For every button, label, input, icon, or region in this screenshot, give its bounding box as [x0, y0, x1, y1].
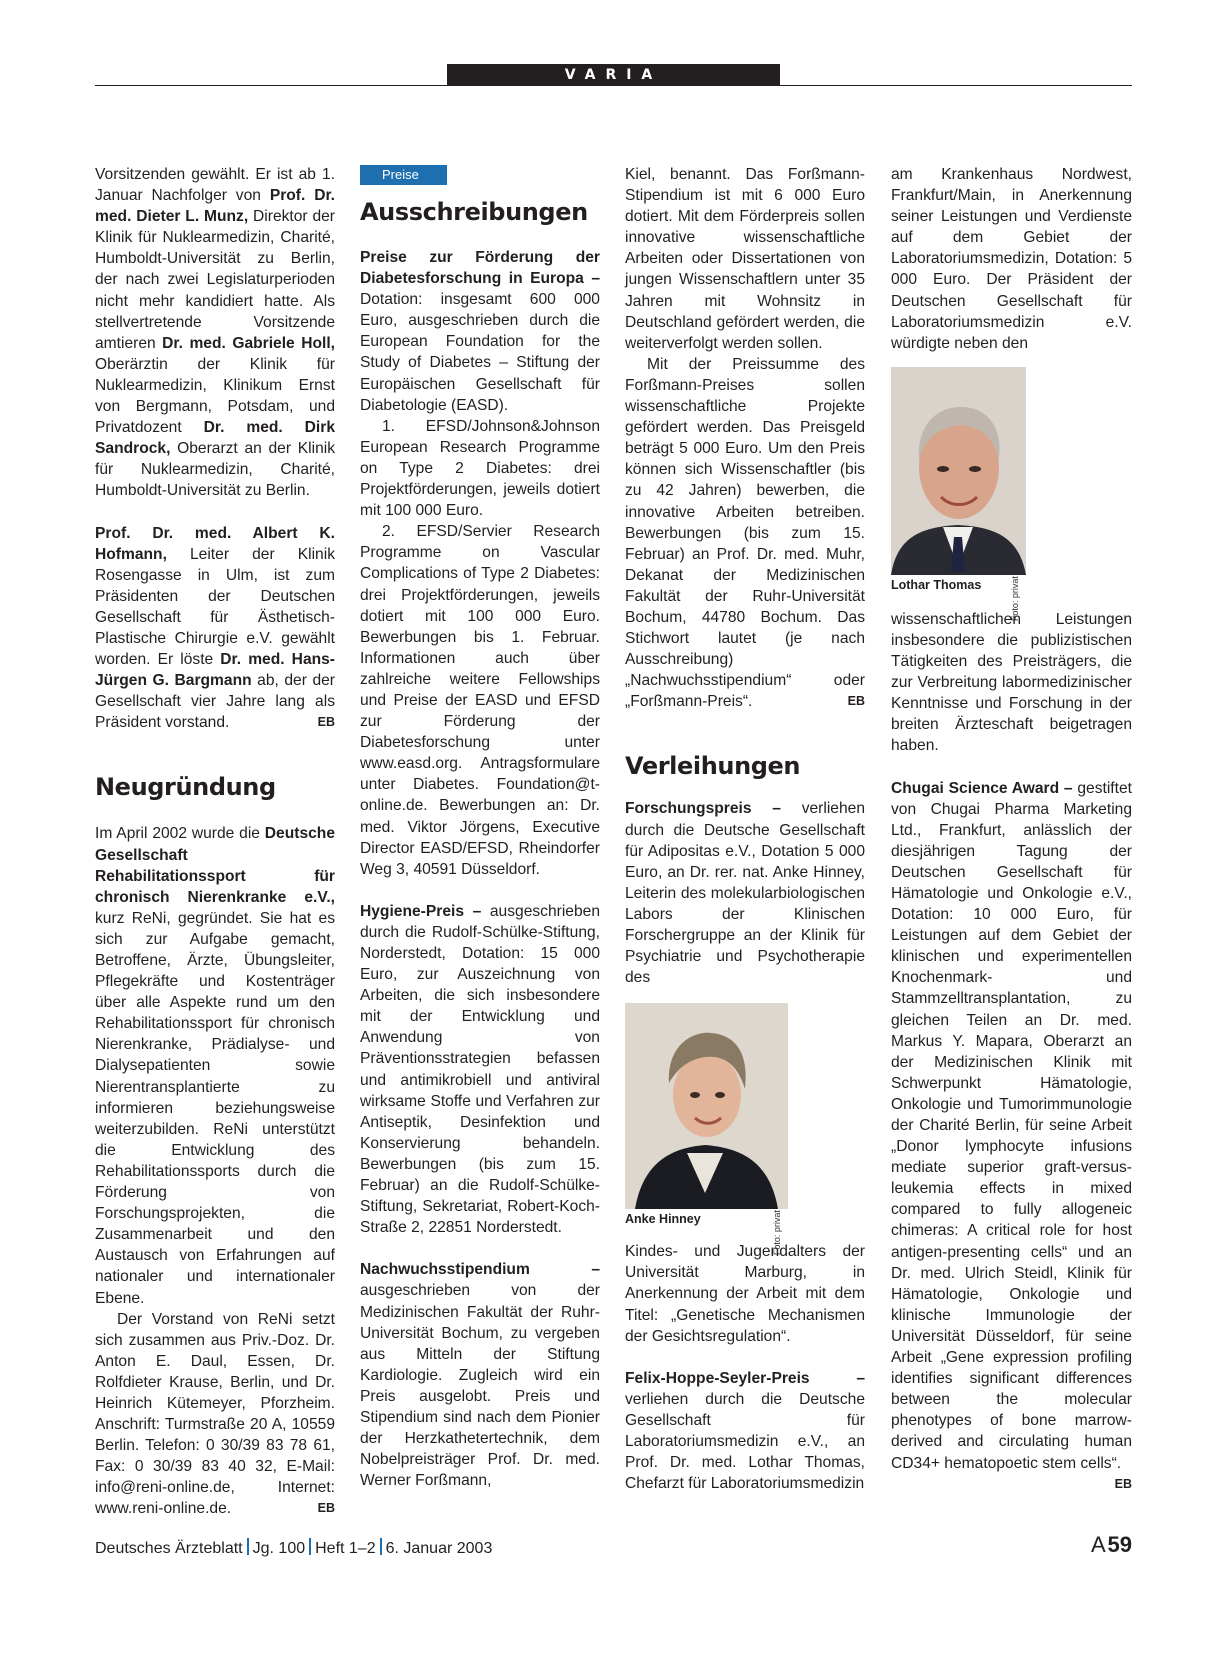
section-header: VARIA: [447, 64, 780, 86]
text: Oberärztin der Klinik für Nuklearmedizin, Klinikum Ernst von Bergmann, Potsdam, und Privatdozent: [95, 355, 335, 437]
name-bold: Deutsche Gesellschaft Rehabilitationssport für chronisch Nierenkranke e.V.,: [95, 825, 335, 906]
portrait-illustration: [625, 1003, 788, 1209]
section-heading-ausschreibungen: Ausschreibungen: [360, 198, 588, 226]
page-footer: [95, 1538, 492, 1558]
text: Direktor der Klinik für Nuklearmedizin, Charité, Humboldt-Universität zu Berlin, der nach zwei Legislaturperioden nicht mehr kandidiert hatte. Als stellvertretende Vorsitzende amtieren: [95, 208, 335, 352]
figure-lothar-thomas: [891, 367, 1132, 621]
column-1: [95, 164, 335, 1520]
author-signature: EB: [847, 694, 865, 709]
name-bold: Dr. med. Gabriele Holl,: [162, 334, 335, 352]
page-prefix: A: [1090, 1532, 1106, 1557]
name-bold: Dr. med. Dirk Sandrock,: [95, 419, 335, 458]
author-signature: EB: [317, 1501, 335, 1516]
separator: [309, 1538, 311, 1555]
header-rule: [95, 85, 1132, 86]
column-2: [360, 164, 600, 1491]
paragraph-hinney-award: Kindes- und Jugendalters der Universität Marburg, in Anerkennung der Arbeit mit dem Titel: „Genetische Mechanismen der Gesichtsregulation“.: [625, 1243, 865, 1345]
paragraph-forssmann-prize: [625, 354, 865, 713]
section-heading-neugruendung: Neugründung: [95, 773, 276, 802]
text: ausgeschrieben durch die Rudolf-Schülke-Stiftung, Norderstedt, Dotation: 15 000 Euro, zur Auszeichnung von Arbeiten, die sich insbesondere mit der Entwicklung und Anwendung von Präventionsstrategien befassen und antimikrobiell und antiviral wirksame Stoffe und Verfahren zur Antiseptik, Desinfektion und Konservierung behandeln. Bewerbungen (bis zum 15. Februar) an die Rudolf-Schülke-Stiftung, Sekretariat, Robert-Koch-Straße 2, 22851 Norderstedt.: [360, 902, 600, 1237]
photo-caption: Anke Hinney: [625, 1212, 701, 1227]
text: Im April 2002 wurde die: [95, 825, 265, 843]
paragraph-board-election: [95, 164, 335, 502]
text: gestiftet von Chugai Pharma Marketing Ltd., Frankfurt, anlässlich der diesjährigen Tagung der Deutschen Gesellschaft für Hämatologie und Onkologie e.V., Dotation: 10 000 Euro, für Leistungen auf dem Gebiet der klinischen und experimentellen Knochenmark- und Stammzelltransplantation, zu gleichen Teilen an Dr. med. Markus Y. Mapara, Oberarzt an der Medizinischen Klinik mit Schwerpunkt Hämatologie, Onkologie und Tumorimmunologie der Charité Berlin, für seine Arbeit „Donor lymphocyte infusions mediate superior graft-versus-leukemia effects in mixed compared to fully allogeneic chimeras: A critical role for host antigen-presenting cells“ und an Dr. med. Ulrich Steidl, Klinik für Hämatologie, Onkologie und klinische Immunologie der Universität Düsseldorf, für seine Arbeit „Gene expression profiling identifies significant differences between the molecular phenotypes of bone marrow-derived and circulating human CD34+ hematopoetic stem cells“.: [891, 779, 1132, 1472]
text: verliehen durch die Deutsche Gesellschaft für Adipositas e.V., Dotation 5 000 Euro, an Dr. rer. nat. Anke Hinney, Leiterin des molekularbiologischen Labors der Klinischen Forschergruppe an der Klinik für Psychiatrie und Psychotherapie des: [625, 800, 865, 987]
paragraph-reni-board: [95, 1309, 335, 1520]
paragraph-thomas-award: am Krankenhaus Nordwest, Frankfurt/Main, in Anerkennung seiner Leistungen und Verdienste auf dem Gebiet der Laboratoriumsmedizin, Dotation: 5 000 Euro. Der Präsident der Deutschen Gesellschaft für Laboratoriumsmedizin e.V. würdigte neben den: [891, 166, 1132, 352]
prize-name: Nachwuchsstipendium –: [360, 1261, 600, 1279]
separator: [380, 1538, 382, 1555]
column-4: [891, 164, 1132, 1495]
separator: [247, 1538, 249, 1555]
category-tag: Preise: [360, 165, 447, 185]
paragraph-hoppe-seyler: [625, 1368, 865, 1495]
name-bold: Prof. Dr. med. Dieter L. Munz,: [95, 187, 335, 226]
journal-issue: Heft 1–2: [315, 1540, 376, 1557]
portrait-illustration: [891, 367, 1026, 575]
text: Vorsitzenden gewählt. Er ist ab 1. Januar Nachfolger von: [95, 166, 335, 205]
name-bold: Prof. Dr. med. Albert K. Hofmann,: [95, 524, 335, 563]
text: Oberarzt an der Klinik für Nuklearmedizin, Charité, Humboldt-Universität zu Berlin.: [95, 440, 335, 500]
journal-name: Deutsches Ärzteblatt: [95, 1540, 243, 1557]
photo-credit: Foto: privat: [1009, 575, 1020, 621]
paragraph-efsd-1: 1. EFSD/Johnson&Johnson European Research Programme on Type 2 Diabetes: drei Projektförderungen, jeweils dotiert mit 100 000 Euro.: [360, 417, 600, 520]
column-3: [625, 164, 865, 1494]
name-bold: Dr. med. Hans-Jürgen G. Bargmann: [95, 651, 336, 690]
prize-name: Hygiene-Preis –: [360, 902, 482, 920]
paragraph-forschungspreis: [625, 798, 865, 988]
text: ab, der der Gesellschaft vier Jahre lang als Präsident vorstand.: [95, 672, 335, 732]
paragraph-hygiene-prize: [360, 901, 600, 1239]
photo-caption: Lothar Thomas: [891, 577, 982, 592]
journal-volume: Jg. 100: [252, 1540, 306, 1557]
text: verliehen durch die Deutsche Gesellschaft für Laboratoriumsmedizin e.V., an Prof. Dr. med. Lothar Thomas, Chefarzt für Laboratoriumsmedizin: [625, 1390, 865, 1493]
paragraph-diabetes-prize: [360, 247, 600, 416]
page-number: [1091, 1532, 1132, 1558]
paragraph-chugai-award: [891, 778, 1132, 1491]
author-signature: EB: [1114, 1476, 1132, 1491]
issue-date: 6. Januar 2003: [385, 1540, 493, 1557]
author-signature: EB: [317, 715, 335, 730]
text: Mit der Preissumme des Forßmann-Preises sollen wissenschaftliche Projekte gefördert werden. Das Preisgeld beträgt 5 000 Euro. Um den Preis können sich Wissenschaftler (bis zu 42 Jahren) bewerben, die innovative Arbeiten betreiben. Bewerbungen (bis zum 15. Februar) an Prof. Dr. med. Muhr, Dekanat der Medizinischen Fakultät der Ruhr-Universität Bochum, 44780 Bochum. Das Stichwort lautet (je nach Ausschreibung) „Nachwuchsstipendium“ oder „Forßmann-Preis“.: [625, 355, 865, 711]
paragraph-forssmann-stipend: Kiel, benannt. Das Forßmann-Stipendium ist mit 6 000 Euro dotiert. Mit dem Förderpreis sollen innovative wissenschaftliche Arbeiten oder Dissertationen von jungen Wissenschaftlern unter 35 Jahren mit Wohnsitz in Deutschland gefördert werden, die weiterverfolgt werden sollen.: [625, 166, 865, 352]
text: ausgeschrieben von der Medizinischen Fakultät der Ruhr-Universität Bochum, zu vergeben aus Mitteln der Stiftung Kardiologie. Zugleich wird ein Preis ausgelobt. Preis und Stipendium sind nach dem Pionier der Herzkathetertechnik, dem Nobelpreisträger Prof. Dr. med. Werner Forßmann,: [360, 1282, 600, 1490]
paragraph-hofmann: [95, 523, 335, 734]
prize-name: Felix-Hoppe-Seyler-Preis –: [625, 1369, 865, 1387]
figure-anke-hinney: [625, 1003, 865, 1256]
page-number-value: 59: [1107, 1532, 1132, 1557]
paragraph-nachwuchsstipendium: [360, 1259, 600, 1491]
paragraph-thomas-continued: wissenschaftlichen Leistungen insbesondere die publizistischen Tätigkeiten des Preisträgers, die zur Verbreitung labormedizinischer Kenntnisse und Forschung in der breiten Ärzteschaft beigetragen haben.: [891, 610, 1132, 755]
text: Leiter der Klinik Rosengasse in Ulm, ist zum Präsidenten der Deutschen Gesellschaft für Ästhetisch-Plastische Chirurgie e.V. gewählt worden. Er löste: [95, 545, 335, 669]
photo-credit: Foto: privat: [771, 1210, 782, 1256]
text: Dotation: insgesamt 600 000 Euro, ausgeschrieben durch die European Foundation for the Study of Diabetes – Stiftung der Europäischen Gesellschaft für Diabetologie (EASD).: [360, 291, 600, 414]
section-heading-verleihungen: Verleihungen: [625, 752, 801, 781]
paragraph-efsd-2: 2. EFSD/Servier Research Programme on Vascular Complications of Type 2 Diabetes: drei Projektförderungen, jeweils dotiert mit 100 000 Euro. Bewerbungen bis 1. Februar. Informationen auch über zahlreiche weitere Fellowships und Preise der EASD und EFSD zur Förderung der Diabetesforschung unter www.easd.org. Antragsformulare unter Diabetes. Foundation@t-online.de. Bewerbungen an: Dr. med. Viktor Jörgens, Executive Director EASD/EFSD, Rheindorfer Weg 3, 40591 Düsseldorf.: [360, 523, 600, 878]
paragraph-reni: [95, 823, 335, 1308]
prize-name: Forschungspreis –: [625, 800, 781, 818]
text: kurz ReNi, gegründet. Sie hat es sich zur Aufgabe gemacht, Betroffene, Ärzte, Übungsleiter, Pflegekräfte und Kostenträger über alle Aspekte rund um den Rehabilitationssport für chronisch Nierenkranke, Prädialyse- und Dialysepatienten sowie Nierentransplantierte zu informieren beziehungsweise weiterzubilden. ReNi unterstützt die Entwicklung des Rehabilitationssports durch die Förderung von Forschungsprojekten, die Zusammenarbeit und den Austausch von Erfahrungen auf nationaler und internationaler Ebene.: [95, 909, 335, 1307]
text: Der Vorstand von ReNi setzt sich zusammen aus Priv.-Doz. Dr. Anton E. Daul, Essen, Dr. Rolfdieter Krause, Berlin, und Dr. Heinrich Kütemeyer, Pforzheim. Anschrift: Turmstraße 20 A, 10559 Berlin. Telefon: 0 30/39 83 78 61, Fax: 0 30/39 83 40 32, E-Mail: info@reni-online.de, Internet: www.reni-online.de.: [95, 1310, 335, 1518]
prize-name: Preise zur Förderung der Diabetesforschung in Europa –: [360, 249, 600, 288]
prize-name: Chugai Science Award –: [891, 779, 1073, 797]
